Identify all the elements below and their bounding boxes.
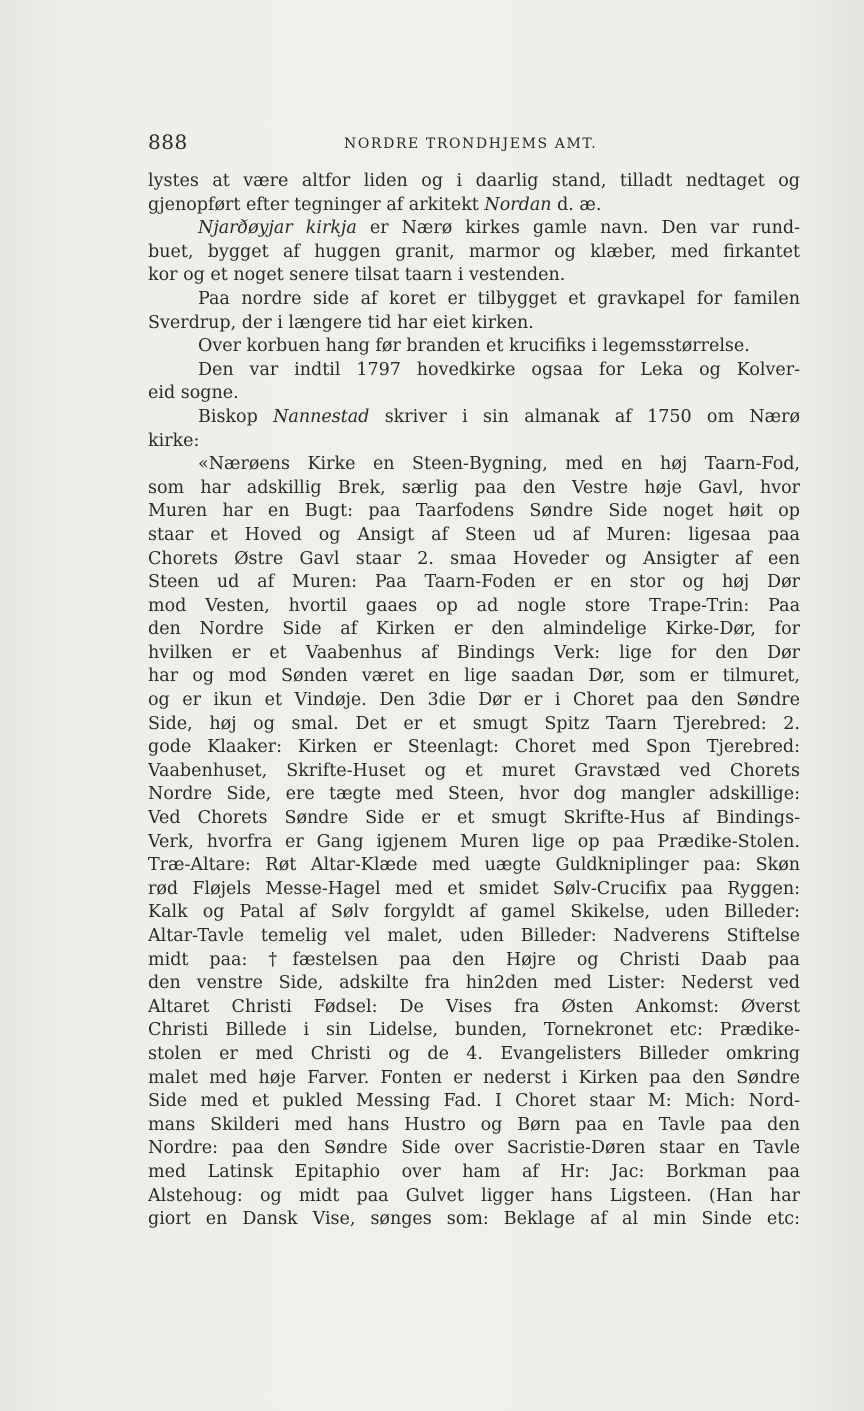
page-number: 888 bbox=[148, 130, 188, 154]
text-line bbox=[148, 689, 800, 713]
running-head: NORDRE TRONDHJEMS AMT. bbox=[344, 136, 598, 152]
text-line bbox=[148, 477, 800, 501]
text-segment: eid sogne. bbox=[148, 383, 239, 404]
text-segment: Chorets Østre Gavl staar 2. smaa Hoveder og Ansigter af een bbox=[148, 548, 800, 569]
text-segment: Altar-Tavle temelig vel malet, uden Billeder: Nadverens Stiftelse bbox=[148, 926, 800, 946]
text-line bbox=[148, 949, 800, 973]
text-segment: rød Fløjels Messe-Hagel med et smidet Sølv-Crucifix paa Ryggen: bbox=[148, 878, 800, 899]
text-line bbox=[148, 972, 800, 996]
text-segment: mans Skilderi med hans Hustro og Børn paa en Tavle paa den bbox=[148, 1114, 800, 1135]
text-segment: Side, høj og smal. Det er et smugt Spitz Taarn Tjerebred: 2. bbox=[148, 713, 800, 734]
italic-name: Nordan bbox=[484, 194, 552, 215]
text-segment: Kalk og Patal af Sølv forgyldt af gamel Skikelse, uden Billeder: bbox=[148, 902, 800, 923]
text-segment: Altaret Christi Fødsel: De Vises fra Østen Ankomst: Øverst bbox=[148, 996, 800, 1017]
text-segment: gode Klaaker: Kirken er Steenlagt: Choret med Spon Tjerebred: bbox=[148, 737, 800, 758]
text-line bbox=[148, 1019, 800, 1043]
text-line bbox=[148, 312, 800, 336]
text-line bbox=[148, 807, 800, 831]
text-segment: d. æ. bbox=[551, 194, 602, 215]
text-line bbox=[148, 713, 800, 737]
text-segment: buet, bygget af huggen granit, marmor og klæber, med firkantet bbox=[148, 241, 800, 262]
text-segment: som har adskillig Brek, særlig paa den Vestre høje Gavl, hvor bbox=[148, 477, 800, 498]
text-segment: med Latinsk Epitaphio over ham af Hr: Jac: Borkman paa bbox=[148, 1161, 800, 1182]
text-line bbox=[148, 1161, 800, 1185]
text-segment: stolen er med Christi og de 4. Evangelisters Billeder omkring bbox=[148, 1043, 800, 1064]
text-line bbox=[148, 359, 800, 383]
text-segment: Sverdrup, der i længere tid har eiet kirken. bbox=[148, 312, 534, 333]
text-line bbox=[148, 665, 800, 689]
text-segment: giort en Dansk Vise, sønges som: Beklage af al min Sinde etc: bbox=[148, 1209, 800, 1230]
text-segment: Biskop bbox=[198, 406, 274, 427]
text-line bbox=[148, 1043, 800, 1067]
text-segment: skriver i sin almanak af 1750 om Nærø bbox=[369, 406, 800, 427]
italic-name: Njarðøyjar kirkja bbox=[198, 218, 357, 239]
text-line bbox=[148, 288, 800, 312]
text-line bbox=[148, 1090, 800, 1114]
text-segment: Steen ud af Muren: Paa Taarn-Foden er en stor og høj Dør bbox=[148, 572, 800, 593]
text-segment: malet med høje Farver. Fonten er nederst i Kirken paa den Søndre bbox=[148, 1067, 800, 1088]
text-segment: Paa nordre side af koret er tilbygget et gravkapel for familen bbox=[198, 288, 800, 309]
text-segment: Ved Chorets Søndre Side er et smugt Skrifte-Hus af Bindings- bbox=[148, 808, 800, 829]
text-segment: Side med et pukled Messing Fad. I Choret staar M: Mich: Nord- bbox=[148, 1091, 800, 1112]
text-line bbox=[148, 406, 800, 430]
text-segment: Over korbuen hang før branden et krucifiks i legemsstørrelse. bbox=[198, 336, 750, 357]
text-line bbox=[148, 548, 800, 572]
text-line bbox=[148, 264, 800, 288]
text-segment: midt paa: †fæstelsen paa den Højre og Christi Daab paa bbox=[148, 949, 800, 970]
text-segment: Nordre: paa den Søndre Side over Sacristie-Døren staar en Tavle bbox=[148, 1138, 800, 1159]
text-segment: har og mod Sønden været en lige saadan Dør, som er tilmuret, bbox=[148, 666, 800, 687]
text-line bbox=[148, 1114, 800, 1138]
text-segment: den venstre Side, adskilte fra hin2den med Lister: Nederst ved bbox=[148, 973, 800, 994]
text-segment: Træ-Altare: Røt Altar-Klæde med uægte Guldkniplinger paa: Skøn bbox=[148, 855, 800, 876]
text-line bbox=[148, 783, 800, 807]
text-line bbox=[148, 925, 800, 949]
text-segment: Nordre Side, ere tægte med Steen, hvor dog mangler adskillige: bbox=[148, 784, 800, 805]
text-line bbox=[148, 194, 800, 218]
text-line bbox=[148, 878, 800, 902]
text-segment: kirke: bbox=[148, 430, 200, 451]
text-line bbox=[148, 1137, 800, 1161]
text-segment: staar et Hoved og Ansigt af Steen ud af Muren: ligesaa paa bbox=[148, 524, 800, 545]
text-line bbox=[148, 736, 800, 760]
text-line bbox=[148, 170, 800, 194]
text-line bbox=[148, 595, 800, 619]
text-line bbox=[148, 854, 800, 878]
page-header bbox=[148, 130, 808, 156]
text-segment: Alstehoug: og midt paa Gulvet ligger hans Ligsteen. (Han har bbox=[148, 1185, 800, 1206]
text-line bbox=[148, 500, 800, 524]
text-line bbox=[148, 524, 800, 548]
text-segment: mod Vesten, hvortil gaaes op ad nogle store Trape-Trin: Paa bbox=[148, 595, 800, 616]
text-line bbox=[148, 571, 800, 595]
text-line bbox=[148, 901, 800, 925]
text-line bbox=[148, 335, 800, 359]
text-segment: lystes at være altfor liden og i daarlig stand, tilladt nedtaget og bbox=[148, 171, 800, 191]
text-line bbox=[148, 453, 800, 477]
text-line bbox=[148, 618, 800, 642]
text-segment: Den var indtil 1797 hovedkirke ogsaa for Leka og Kolver- bbox=[198, 359, 800, 380]
text-segment: den Nordre Side af Kirken er den almindelige Kirke-Dør, for bbox=[148, 619, 800, 640]
text-segment: kor og et noget senere tilsat taarn i vestenden. bbox=[148, 265, 566, 286]
text-segment: og er ikun et Vindøje. Den 3die Dør er i Choret paa den Søndre bbox=[148, 690, 800, 711]
text-segment: Christi Billede i sin Lidelse, bunden, Tornekronet etc: Prædike- bbox=[148, 1020, 800, 1041]
text-segment: gjenopført efter tegninger af arkitekt bbox=[148, 194, 485, 215]
text-line bbox=[148, 760, 800, 784]
text-line bbox=[148, 996, 800, 1020]
text-segment: Verk, hvorfra er Gang igjenem Muren lige op paa Prædike-Stolen. bbox=[148, 831, 800, 852]
text-line bbox=[148, 382, 800, 406]
text-line bbox=[148, 217, 800, 241]
text-segment: er Nærø kirkes gamle navn. Den var rund- bbox=[356, 218, 800, 239]
text-segment: hvilken er et Vaabenhus af Bindings Verk: lige for den Dør bbox=[148, 642, 800, 663]
text-segment: «Nærøens Kirke en Steen-Bygning, med en høj Taarn-Fod, bbox=[198, 454, 800, 475]
text-segment: Muren har en Bugt: paa Taarfodens Søndre Side noget høit op bbox=[148, 501, 800, 522]
text-line bbox=[148, 642, 800, 666]
italic-name: Nannestad bbox=[273, 406, 370, 427]
text-line bbox=[148, 430, 800, 454]
body-text bbox=[148, 170, 800, 1232]
text-line bbox=[148, 831, 800, 855]
text-line bbox=[148, 1067, 800, 1091]
text-line bbox=[148, 1185, 800, 1209]
text-line bbox=[148, 241, 800, 265]
text-segment: Vaabenhuset, Skrifte-Huset og et muret Gravstæd ved Chorets bbox=[148, 760, 800, 781]
text-line bbox=[148, 1208, 800, 1232]
